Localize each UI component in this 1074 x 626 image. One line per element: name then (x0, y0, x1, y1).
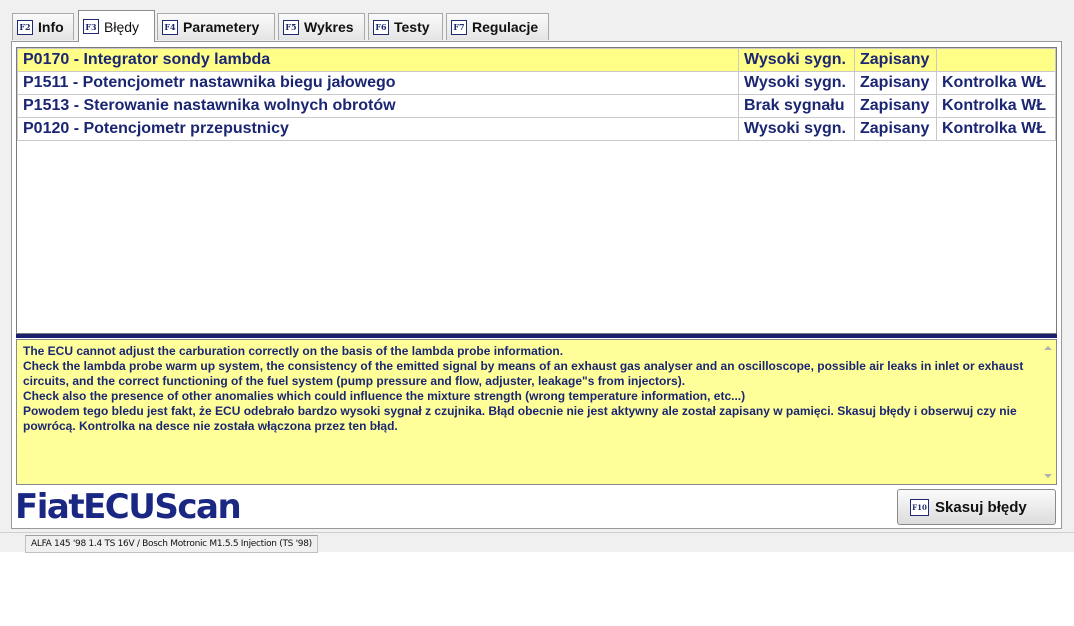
error-lamp: Kontrolka WŁ (937, 72, 1056, 95)
tab-testy[interactable] (368, 13, 443, 40)
f10-key-icon: F10 (910, 499, 929, 516)
error-row[interactable] (18, 49, 1056, 72)
error-row[interactable] (18, 118, 1056, 141)
error-table (17, 48, 1056, 141)
f4-key-icon: F4 (162, 20, 178, 35)
tab-bledy-label: Błędy (104, 18, 140, 35)
error-signal: Wysoki sygn. (739, 49, 855, 72)
error-description: P0120 - Potencjometr przepustnicy (18, 118, 739, 141)
description-scrollbar[interactable] (1041, 340, 1056, 484)
error-description: P1513 - Sterowanie nastawnika wolnych obrotów (18, 95, 739, 118)
tab-testy-label: Testy (394, 19, 430, 35)
tab-bledy[interactable] (78, 10, 155, 42)
error-description-text: The ECU cannot adjust the carburation correctly on the basis of the lambda probe information. Check the lambda probe warm up system, the consistency of the emitted signal by means of an exhaust gas analyser and an oscilloscope, possible air leaks in inlet or exhaust circuits, and the correct functioning of the fuel system (pump pressure and flow, adjuster, leakage"s from injectors). Check also the presence of other anomalies which could influence the mixture strength (wrong temperature information, etc...) Powodem tego bledu jest fakt, że ECU odebrało bardzo wysoki sygnał z czujnika. Błąd obecnie nie jest aktywny ale został zapisany w pamięci. Skasuj błędy i obserwuj czy nie powrócą. Kontrolka na desce nie została włączona przez ten błąd. (23, 344, 1024, 433)
tab-parametery[interactable] (157, 13, 275, 40)
error-state: Zapisany (855, 72, 937, 95)
tab-parametery-label: Parametery (183, 19, 260, 35)
error-description-box[interactable] (16, 339, 1057, 485)
vehicle-info: ALFA 145 '98 1.4 TS 16V / Bosch Motronic M1.5.5 Injection (TS '98) (25, 535, 318, 553)
error-row[interactable] (18, 95, 1056, 118)
error-signal: Wysoki sygn. (739, 118, 855, 141)
tab-info-label: Info (38, 19, 64, 35)
status-bar (0, 532, 1074, 552)
f7-key-icon: F7 (451, 20, 467, 35)
scroll-up-icon[interactable] (1044, 346, 1052, 350)
error-list[interactable] (16, 47, 1057, 334)
error-signal: Wysoki sygn. (739, 72, 855, 95)
tab-regulacje[interactable] (446, 13, 549, 40)
clear-errors-button[interactable] (897, 489, 1056, 525)
error-state: Zapisany (855, 118, 937, 141)
error-lamp: Kontrolka WŁ (937, 118, 1056, 141)
clear-errors-label: Skasuj błędy (935, 498, 1027, 516)
error-row[interactable] (18, 72, 1056, 95)
tab-info[interactable] (12, 13, 74, 40)
tab-regulacje-label: Regulacje (472, 19, 539, 35)
tab-wykres-label: Wykres (304, 19, 354, 35)
error-description: P0170 - Integrator sondy lambda (18, 49, 739, 72)
error-state: Zapisany (855, 95, 937, 118)
scroll-down-icon[interactable] (1044, 474, 1052, 478)
f2-key-icon: F2 (17, 20, 33, 35)
error-lamp (937, 49, 1056, 72)
f6-key-icon: F6 (373, 20, 389, 35)
error-lamp: Kontrolka WŁ (937, 95, 1056, 118)
tab-wykres[interactable] (278, 13, 365, 40)
error-signal: Brak sygnału (739, 95, 855, 118)
error-state: Zapisany (855, 49, 937, 72)
f3-key-icon: F3 (83, 19, 99, 34)
error-description: P1511 - Potencjometr nastawnika biegu jałowego (18, 72, 739, 95)
fiatecuscan-logo: FiatECUScan (15, 487, 241, 527)
f5-key-icon: F5 (283, 20, 299, 35)
